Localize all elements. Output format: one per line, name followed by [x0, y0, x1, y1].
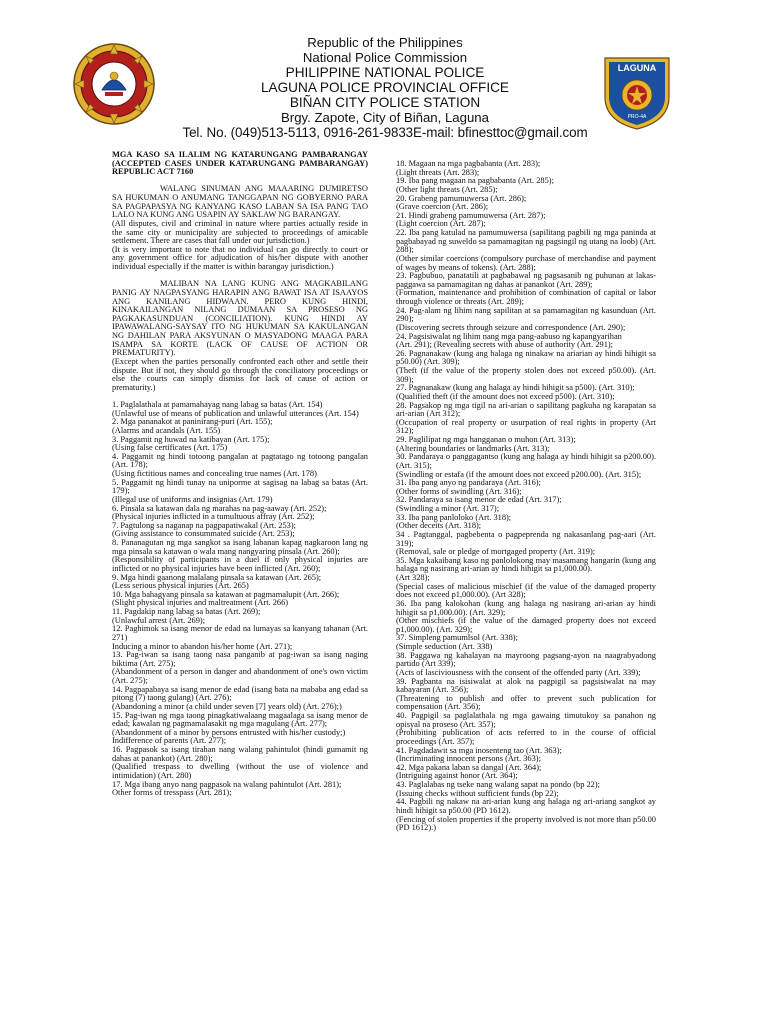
- list-item: (Alarms and acandals (Art. 155): [112, 425, 221, 435]
- list-item: (Threatening to publish and offer to prevent such publication for compensation (Art. 356);: [396, 693, 656, 712]
- list-item: (Light threats (Art. 283);: [396, 167, 480, 177]
- list-item: 33. Iba pang panloloko (Art. 318);: [396, 512, 512, 522]
- list-item: 30. Pandaraya o panggagantso (kung ang halaga ay hindi hihigit sa p200.00). (Art. 315);: [396, 452, 656, 470]
- list-item: 42. Mga pakana laban sa dangal (Art. 364);: [396, 762, 542, 772]
- list-item: (Grave coercion (Art. 286);: [396, 202, 489, 212]
- header-contact-line: Tel. No. (049)513-5113, 0916-261-9833E-mail: bfinesttoc@gmail.com: [182, 125, 588, 140]
- list-item: 18. Magaan na mga pagbabanta (Art. 283);: [396, 159, 541, 168]
- list-item: (Altering boundaries or landmarks (Art. 313);: [396, 443, 550, 453]
- list-item: (Illegal use of uniforms and insignias (Art. 179): [112, 494, 273, 504]
- list-item: 24. Pag-alam ng lihim nang sapilitan at sa pamamagitan ng kasunduan (Art. 290);: [396, 305, 656, 324]
- list-item: 5. Paggamit ng hindi tunay na uniporme at sagisag na labag sa batas (Art. 179);: [112, 477, 368, 496]
- list-item: (Occupation of real property or usurpation of real rights in property (Art 312);: [396, 417, 656, 436]
- list-item: (Special cases of malicious mischief (if the value of the damaged property does not exceed p1,000.00). (Art 328);: [396, 581, 656, 600]
- list-item: 14. Pagpapabaya sa isang menor de edad (isang bata na mababa ang edad sa pitong (7) taong gulang) (Art. 276);: [112, 684, 368, 703]
- list-item: (Unlawful use of means of publication and unlawful utterances (Art. 154): [112, 408, 359, 418]
- list-item: 6. Pinsala sa katawan dala ng marahas na pag-aaway (Art. 252);: [112, 503, 327, 513]
- list-item: (Slight physical injuries and maltreatment (Art. 266): [112, 598, 289, 608]
- header-line: BIÑAN CITY POLICE STATION: [289, 95, 481, 110]
- list-item: (Swindling a minor (Art. 317);: [396, 504, 500, 513]
- list-item: (Responsibility of participants in a duel if only physical injuries are inflicted or no physical injuries have been inflicted (Art. 260);: [112, 555, 368, 573]
- document-title: MGA KASO SA ILALIM NG KATARUNGANG PAMBARANGAY (ACCEPTED CASES UNDER KATARUNGANG PAMBARANGAY) REPUBLIC ACT 7160: [112, 150, 368, 177]
- list-item: 26. Pagnanakaw (kung ang halaga ng ninakaw na ariarian ay hindi hihigit sa p50.00) (Art. 309);: [396, 348, 656, 367]
- badge-title: LAGUNA: [617, 63, 657, 73]
- list-item: (Other forms of swindling (Art. 316);: [396, 486, 522, 496]
- list-item: 35. Mga kakaibang kaso ng panlolokong may masamang hangarin (kung ang halaga ng nasirang ari-arian ay hindi hihigit sa p1,000.00).: [396, 555, 656, 574]
- list-item: 22. Iba pang katulad na pamumuwersa (sapilitang pagbili ng mga paninda at pagbabayad ng suweldo sa pamamagitan ng pagsingil ng utang na loob) (Art. 288);: [396, 228, 656, 255]
- list-item: (Abandoning a minor (a child under seven [7] years old) (Art. 276);): [112, 701, 342, 711]
- header-line: Brgy. Zapote, City of Biñan, Laguna: [281, 110, 489, 125]
- badge-subtitle: PRO-4A: [627, 114, 647, 120]
- list-item: (Theft (if the value of the property stolen does not exceed p50.00). (Art. 309);: [396, 366, 656, 384]
- exception-paragraph-english: (Except when the parties personally confronted each other and settle their dispute. But if not, they should go through the conciliatory proceedings or else the courts can simply dismiss for lack of cause of action or prematurity.): [112, 356, 368, 392]
- list-item: 39. Pagbanta na isisiwalat at alok na pagpigil sa pagsisiwalat na may kabayaran (Art. 356);: [396, 676, 656, 695]
- list-item: (Art 328);: [396, 573, 430, 582]
- header-line: PHILIPPINE NATIONAL POLICE: [285, 65, 485, 80]
- list-item: 31. Iba pang anyo ng pandaraya (Art. 316);: [396, 478, 541, 488]
- list-item: (Intriguing against honor (Art. 364);: [396, 771, 518, 781]
- list-item: (Discovering secrets through seizure and correspondence (Art. 290);: [396, 322, 626, 332]
- list-item: (Qualified trespass to dwelling (without the use of violence and intimidation) (Art. 280): [112, 762, 368, 780]
- intro-paragraph-tagalog: WALANG SINUMAN ANG MAAARING DUMIRETSO SA HUKUMAN O ANUMANG TANGGAPAN NG GOBYERNO PARA SA PAGPAPASYA NG KANYANG KASO LABAN SA ISA PANG TAO LALO NA KUNG ANG USAPIN AY SAKLAW NG BARANGAY.: [112, 184, 368, 220]
- list-item: 44. Pagbili ng nakaw na ari-arian kung ang halaga ng ari-ariang sangkot ay hindi hihigit sa p50.00 (PD 1612).: [396, 797, 656, 815]
- list-item: (Formation, maintenance and prohibition of combination of capital or labor through violence or threats (Art. 289);: [396, 288, 656, 306]
- list-item: 34 . Pagtanggal, pagbebenta o pagpeprenda ng nakasanlang pag-aari (Art. 319);: [396, 529, 656, 548]
- list-item: (Other similar coercions (compulsory purchase of merchandise and payment of wages by means of tokens). (Art. 288);: [396, 253, 656, 272]
- list-item: (Other light threats (Art. 285);: [396, 184, 498, 194]
- list-item: 23. Pagbubuo, panatatili at pagbabawal ng pagsasanib ng puhunan at lakas-paggawa sa pamamagitan ng dahas at panankot (Art. 289);: [396, 271, 656, 289]
- list-item: 19. Iba pang magaan na pagbabanta (Art. 285);: [396, 176, 554, 186]
- right-column: [396, 160, 656, 833]
- list-item: (Acts of lasciviousness with the consent of the offended party (Art. 339);: [396, 667, 641, 677]
- list-item: (Using fictitious names and concealing true names (Art. 178): [112, 469, 317, 479]
- list-item: (Abandonment of a minor by persons entrusted with his/her custody;): [112, 727, 346, 737]
- list-item: 29. Paglilipat ng mga hangganan o muhon (Art. 313);: [396, 435, 576, 444]
- list-item: (Simple seduction (Art. 338): [396, 642, 493, 651]
- list-item: 27. Pagnanakaw (kung ang halaga ay hindi hihigit sa p500). (Art. 310);: [396, 383, 635, 393]
- list-item: Other forms of tresspass (Art. 281);: [112, 788, 232, 798]
- laguna-ppo-badge-icon: [602, 55, 672, 131]
- list-item: 2. Mga pananakot at paninirang-puri (Art. 155);: [112, 417, 273, 427]
- list-item: (Other mischiefs (if the value of the damaged property does not exceed p1,000.00). (Art. 329);: [396, 616, 656, 634]
- list-item: 28. Pagsakop ng mga tigil na ari-arian o sapilitang pagkuha ng karapatan sa ari-arian (Art 312);: [396, 400, 656, 419]
- list-item: 4. Paggamit ng hindi totoong pangalan at pagtatago ng totoong pangalan (Art. 178);: [112, 451, 368, 470]
- list-item: (Art. 291); (Revealing secrets with abuse of authority (Art. 291);: [396, 340, 613, 350]
- list-item: 9. Mga hindi gaanong malalang pinsala sa katawan (Art. 265);: [112, 572, 322, 582]
- list-item: 37. Simpleng pamumlsol (Art. 338);: [396, 633, 518, 643]
- list-item: 13. Pag-iwan sa isang taong nasa panganib at pag-iwan sa isang naging biktima (Art. 275);: [112, 650, 368, 668]
- list-item: (Abandonment of a person in danger and abandonment of one's own victim (Art. 275);: [112, 667, 368, 686]
- list-item: 8. Pananagutan ng mga sangkot sa isang labanan kapag nagkaroon lang ng mga pinsala sa katawan o wala mang nangyaring pinsala (Art. 260);: [112, 538, 368, 556]
- list-item: 10. Mga bahagyang pinsala sa katawan at pagmamalupit (Art. 266);: [112, 589, 340, 599]
- list-item: 36. Iba pang kalokohan (kung ang halaga ng nasirang ari-arian ay hindi hihigit sa p1,000.00). (Art. 329);: [396, 598, 656, 617]
- pnp-seal-icon: [72, 42, 156, 126]
- list-item: (Removal, sale or pledge of mortgaged property (Art. 319);: [396, 547, 596, 557]
- list-item: 12. Paghimok sa isang menor de edad na lumayas sa kanyang tahanan (Art. 271): [112, 624, 368, 642]
- list-item: 21. Hindi grabeng pamumuwersa (Art. 287);: [396, 210, 546, 220]
- list-item: 32. Pandaraya sa isang menor de edad (Art. 317);: [396, 495, 562, 505]
- header-line: LAGUNA POLICE PROVINCIAL OFFICE: [260, 80, 510, 95]
- case-list-left: [112, 401, 368, 798]
- list-item: 17. Mga ibang anyo nang pagpasok na walang pahintulot (Art. 281);: [112, 779, 342, 789]
- header-line: Republic of the Philippines: [307, 35, 463, 50]
- list-item: (Qualified theft (if the amount does not exceed p500). (Art. 310);: [396, 391, 615, 401]
- exception-paragraph-tagalog: MALIBAN NA LANG KUNG ANG MAGKABILANG PANIG AY NAGPASYANG HARAPIN ANG BAWAT ISA AT ISAAYOS ANG KANILANG HIDWAAN. PERO KUNG HINDI, KINAKAILANGAN NILANG DUMAAN SA PROSESO NG PAGKAKASUNDUAN (CONCILIATION). KUNG HINDI AY IPAWAWALANG-SAYSAY ITO NG HUKUMAN SA KAKULANGAN NG DAHILAN PARA AKSYUNAN O MASYADONG MAAGA PARA ISAMPA SA KORTE (LACK OF CAUSE OF ACTION OR PREMATURITY).: [112, 279, 368, 358]
- list-item: 1. Paglalathala at pamamahayag nang labag sa batas (Art. 154): [112, 400, 323, 410]
- list-item: (Less serious physical injuries (Art. 265): [112, 581, 249, 591]
- list-item: 38. Paggawa ng kahalayan na mayroong pagsang-ayon na naagrabyadong partido (Art 339);: [396, 650, 656, 669]
- list-item: (Incriminating innocent persons (Art. 363);: [396, 754, 541, 764]
- list-item: (Giving assistance to consummated suicide (Art. 253);: [112, 529, 295, 539]
- list-item: 7. Pagtulong sa naganap na pagpapatiwakal (Art. 253);: [112, 520, 296, 530]
- list-item: Indifference of parents (Art. 277);: [112, 736, 227, 746]
- intro-paragraph-english: (All disputes, civil and criminal in nature where parties actually reside in the same city or municipality are subjected to proceedings of amicable settlement. There are cases that fall under our jurisdiction.): [112, 218, 368, 246]
- list-item: (Prohibiting publication of acts referred to in the course of official proceedings (Art. 357);: [396, 728, 656, 746]
- left-column: [112, 151, 368, 798]
- list-item: 15. Pag-iwan ng mga taong pinagkatiwalaang magaalaga sa isang menor de edad; kawalan ng pagmamalasakit ng mga magulang (Art. 277);: [112, 710, 368, 729]
- list-item: (Using false certificates (Art. 175): [112, 443, 228, 453]
- letterhead: [0, 0, 768, 140]
- list-item: 11. Pagdakip nang labag sa batas (Art. 269);: [112, 607, 261, 617]
- list-item: 3. Paggamit ng huwad na katibayan (Art. 175);: [112, 434, 270, 444]
- list-item: (Issuing checks without sufficient funds (bp 22);: [396, 788, 559, 798]
- list-item: Inducing a minor to abandon his/her home (Art. 271);: [112, 641, 293, 651]
- list-item: (Unlawful arrest (Art. 269);: [112, 615, 206, 625]
- list-item: (Swindling or estafa (if the amount does not exceed p200.00). (Art. 315);: [396, 469, 642, 479]
- list-item: 16. Pagpasok sa isang tirahan nang walang pahintulot (hindi gumamit ng dahas at panankot) (Art. 280);: [112, 745, 368, 763]
- list-item: 41. Pagdadawit sa mga inosenteng tao (Art. 363);: [396, 745, 562, 755]
- list-item: 24. Pagsisiwalat ng lihim nang mga pang-aabuso ng kapangyarihan: [396, 331, 622, 341]
- letterhead-text: [150, 35, 620, 140]
- list-item: 40. Pagpigil sa paglalathala ng mga gawaing timutukoy sa panahon ng opisyal na proseso (Art. 357);: [396, 711, 656, 729]
- list-item: 20. Grabeng pamumuwersa (Art. 286);: [396, 193, 527, 203]
- case-list-right: [396, 160, 656, 833]
- list-item: (Fencing of stolen properties if the property involved is not more than p50.00 (PD 1612).): [396, 814, 656, 833]
- list-item: (Other deceits (Art. 318);: [396, 521, 482, 531]
- header-line: National Police Commission: [302, 50, 468, 65]
- list-item: (Light coercion (Art. 287);: [396, 219, 486, 229]
- note-paragraph: (It is very important to note that no individual can go directly to court or any government office for adjudication of his/her dispute with another individual especially if the matter is within barangay jurisdiction.): [112, 244, 368, 272]
- list-item: 43. Paglalabas ng tseke nang walang sapat na pondo (bp 22);: [396, 780, 600, 789]
- list-item: (Physical injuries inflicted in a tumultuous affray (Art. 252);: [112, 512, 315, 522]
